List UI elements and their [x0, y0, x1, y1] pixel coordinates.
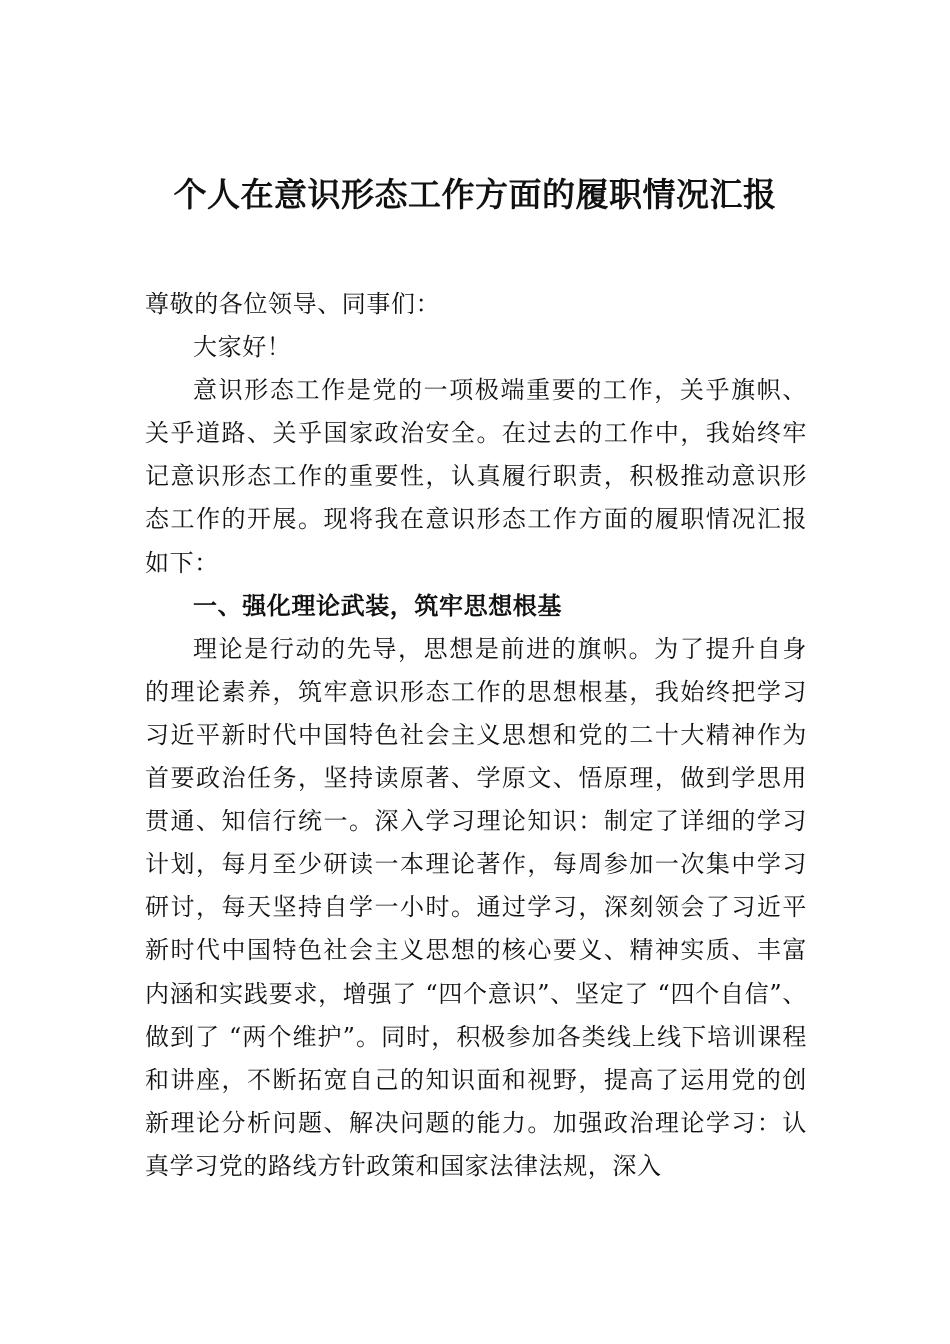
- greeting: 大家好！: [193, 333, 292, 362]
- document-title: 个人在意识形态工作方面的履职情况汇报: [173, 175, 777, 214]
- intro-paragraph: 意识形态工作是党的一项极端重要的工作，关乎旗帜、关乎道路、关乎国家政治安全。在过去的工作中，我始终牢记意识形态工作的重要性，认真履行职责，积极推动意识形态工作的开展。现将我在意识形态工作方面的履职情况汇报如下：: [145, 376, 807, 577]
- salutation: 尊敬的各位领导、同事们：: [145, 290, 441, 318]
- section-1-paragraph: 理论是行动的先导，思想是前进的旗帜。为了提升自身的理论素养，筑牢意识形态工作的思想根基，我始终把学习习近平新时代中国特色社会主义思想和党的二十大精神作为首要政治任务，坚持读原著、学原文、悟原理，做到学思用贯通、知信行统一。深入学习理论知识：制定了详细的学习计划，每月至少研读一本理论著作，每周参加一次集中学习研讨，每天坚持自学一小时。通过学习，深刻领会了习近平新时代中国特色社会主义思想的核心要义、精神实质、丰富内涵和实践要求，增强了 “四个意识”、坚定了 “四个自信”、做到了 “两个维护”。同时，积极参加各类线上线下培训课程和讲座，不断拓宽自己的知识面和视野，提高了运用党的创新理论分析问题、解决问题的能力。加强政治理论学习：认真学习党的路线方针政策和国家法律法规，深入: [145, 634, 807, 1180]
- document-body: [145, 283, 807, 1188]
- section-heading-1: 一、强化理论武装，筑牢思想根基: [193, 591, 562, 620]
